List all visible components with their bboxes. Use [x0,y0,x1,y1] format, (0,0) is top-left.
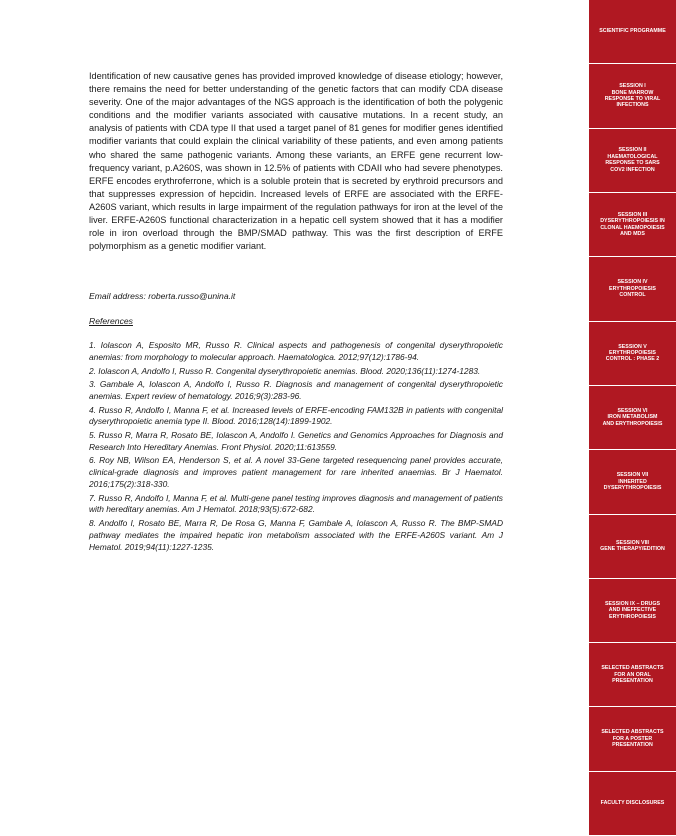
reference-item: 6. Roy NB, Wilson EA, Henderson S, et al. A novel 33-Gene targeted resequencing panel provides accurate, clinical-grade diagnosis and improves patient management for rare inherited anaemias. Br J Haematol. 2016;175(2):318-330. [89,455,503,490]
reference-item: 2. Iolascon A, Andolfo I, Russo R. Congenital dyserythropoietic anemias. Blood. 2020;136(11):1274-1283. [89,365,481,376]
reference-item: 8. Andolfo I, Rosato BE, Marra R, De Rosa G, Manna F, Gambale A, Iolascon A, Russo R. The BMP-SMAD pathway mediates the impaired hepatic iron metabolism associated with the ERFE-A260S variant. Am J Hematol. 2019;94(11):1227-1235. [89,518,503,552]
nav-session-1[interactable]: SESSION I BONE MARROW RESPONSE TO VIRAL INFECTIONS [589,64,676,128]
nav-session-4[interactable]: SESSION IV ERYTHROPOIESIS CONTROL [589,257,676,321]
nav-session-6[interactable]: SESSION VI IRON METABOLISM AND ERYTHROPOIESIS [589,386,676,450]
reference-item: 7. Russo R, Andolfo I, Manna F, et al. Multi-gene panel testing improves diagnosis and management of patients with hereditary anemias. Am J Hematol. 2018;93(5):672-682. [89,492,503,515]
reference-item: 4. Russo R, Andolfo I, Manna F, et al. Increased levels of ERFE-encoding FAM132B in patients with congenital dyserythropoietic anemia type II. Blood. 2016;128(14):1899-1902. [89,404,503,427]
nav-session-7[interactable]: SESSION VII INHERITED DYSERYTHROPOIESIS [589,450,676,514]
main-content [89,70,503,555]
nav-session-9[interactable]: SESSION IX – DRUGS AND INEFFECTIVE ERYTHROPOIESIS [589,579,676,643]
nav-session-3[interactable]: SESSION III DYSERYTHROPOIESIS IN CLONAL HAEMOPOIESIS AND MDS [589,193,676,257]
reference-item: 3. Gambale A, Iolascon A, Andolfo I, Russo R. Diagnosis and management of congenital dyserythropoietic anemias. Expert review of hematology. 2016;9(3):283-96. [89,379,503,402]
references-heading: References [89,316,133,327]
email-address: Email address: roberta.russo@unina.it [89,291,236,302]
sidebar-nav [589,0,676,836]
references-list [89,340,503,553]
nav-poster-abstracts[interactable]: SELECTED ABSTRACTS FOR A POSTER PRESENTATION [589,707,676,771]
nav-session-8[interactable]: SESSION VIII GENE THERAPY/EDITION [589,515,676,579]
nav-faculty-disclosures[interactable]: FACULTY DISCLOSURES [589,772,676,836]
reference-item: 5. Russo R, Marra R, Rosato BE, Iolascon A, Andolfo I. Genetics and Genomics Approaches for Diagnosis and Research Into Hereditary Anemias. Front Physiol. 2020;11:613559. [89,430,503,452]
nav-session-2[interactable]: SESSION II HAEMATOLOGICAL RESPONSE TO SARS COV2 INFECTION [589,129,676,193]
nav-session-5[interactable]: SESSION V ERYTHROPOIESIS CONTROL : PHASE 2 [589,322,676,386]
body-paragraph: Identification of new causative genes has provided improved knowledge of disease etiology; however, there remains the need for better understanding of the genetic factors that can modify CDA disease severity. One of the major advantages of the NGS approach is the identification of both the polygenic conditions and the modifier variants associated with causative mutations. In a recent study, an analysis of patients with CDA type II that used a target panel of 81 genes for modifier genes identified modifier variants that could explain the clinical variability of these patients, and even among patients who shared the same pathogenic variants. Among these variants, an ERFE gene recurrent low-frequency variant, p.A260S, was shown in 12.5% of patients with CDAII who had severe phenotypes. ERFE encodes erythroferrone, which is a soluble protein that is secreted by erythroid precursors and that suppresses expression of hepcidin. Increased levels of ERFE are associated with the ERFE-A260S variant, which results in large impairment of the regulation pathways for iron at the level of the liver. ERFE-A260S functional characterization in a hepatic cell system showed that it has a modifier role in iron overload through the BMP/SMAD pathway. This was the first description of ERFE polymorphism as a genetic modifier variant. [89,71,503,252]
reference-item: 1. Iolascon A, Esposito MR, Russo R. Clinical aspects and pathogenesis of congenital dyserythropoietic anemias: from morphology to molecular approach. Haematologica. 2012;97(12):1786-94. [89,340,503,363]
nav-scientific-programme[interactable]: SCIENTIFIC PROGRAMME [589,0,676,64]
nav-oral-abstracts[interactable]: SELECTED ABSTRACTS FOR AN ORAL PRESENTATION [589,643,676,707]
